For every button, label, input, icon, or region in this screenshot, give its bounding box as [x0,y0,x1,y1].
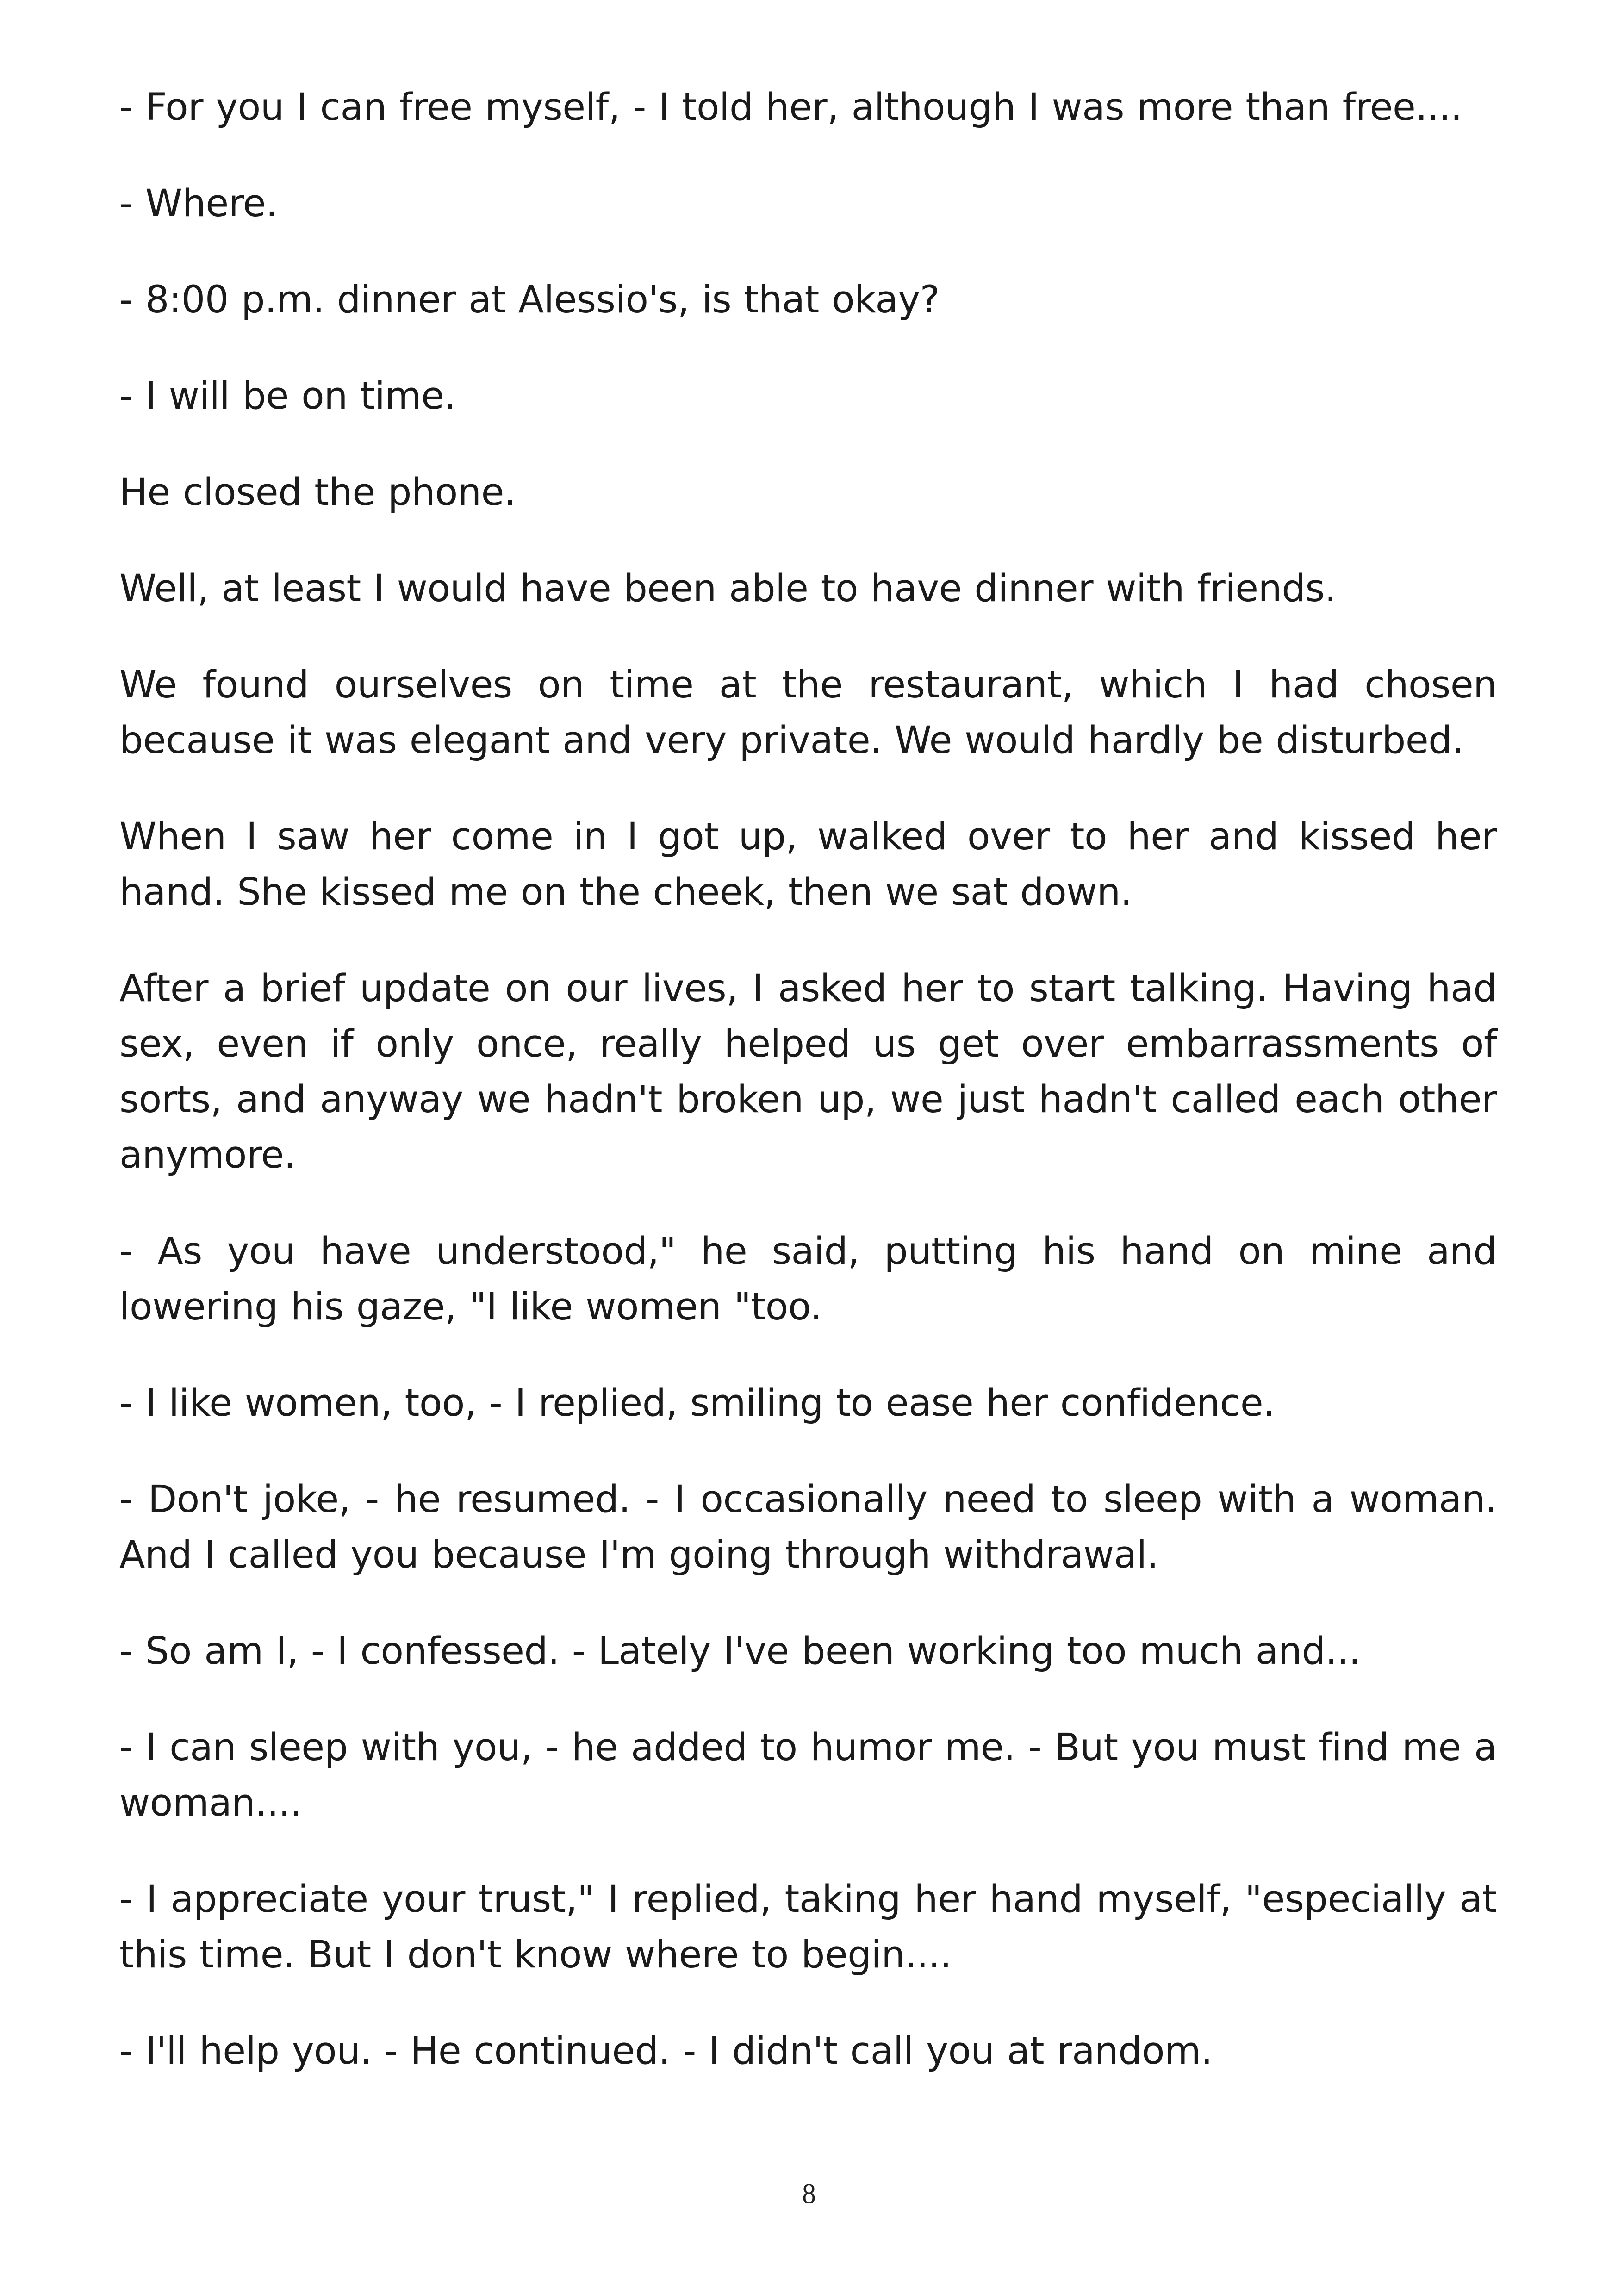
paragraph: - I appreciate your trust," I replied, taking her hand myself, "especially at this time. But I don't know where to begin.... [119,1878,1497,1977]
paragraph: - 8:00 p.m. dinner at Alessio's, is that okay? [119,278,940,322]
paragraph: - I'll help you. - He continued. - I didn't call you at random. [119,2029,1213,2073]
paragraph: - For you I can free myself, - I told her, although I was more than free.... [119,86,1462,129]
body-text [119,80,1497,2120]
paragraph: When I saw her come in I got up, walked over to her and kissed her hand. She kissed me on the cheek, then we sat down. [119,815,1497,914]
paragraph: - Don't joke, - he resumed. - I occasionally need to sleep with a woman. And I called you because I'm going through withdrawal. [119,1478,1497,1577]
paragraph: After a brief update on our lives, I asked her to start talking. Having had sex, even if only once, really helped us get over embarrassments of sorts, and anyway we hadn't broken up, we just hadn't called each other anymore. [119,967,1497,1177]
paragraph: - I like women, too, - I replied, smiling to ease her confidence. [119,1381,1275,1425]
paragraph: - So am I, - I confessed. - Lately I've been working too much and... [119,1630,1361,1673]
paragraph: - I can sleep with you, - he added to humor me. - But you must find me a woman.... [119,1726,1497,1825]
paragraph: - Where. [119,182,278,225]
paragraph: We found ourselves on time at the restaurant, which I had chosen because it was elegant and very private. We would hardly be disturbed. [119,663,1497,762]
paragraph: Well, at least I would have been able to have dinner with friends. [119,567,1337,610]
paragraph: He closed the phone. [119,471,516,514]
page-number: 8 [802,2178,816,2209]
paragraph: - As you have understood," he said, putting his hand on mine and lowering his gaze, "I like women "too. [119,1230,1497,1329]
paragraph: - I will be on time. [119,374,456,418]
